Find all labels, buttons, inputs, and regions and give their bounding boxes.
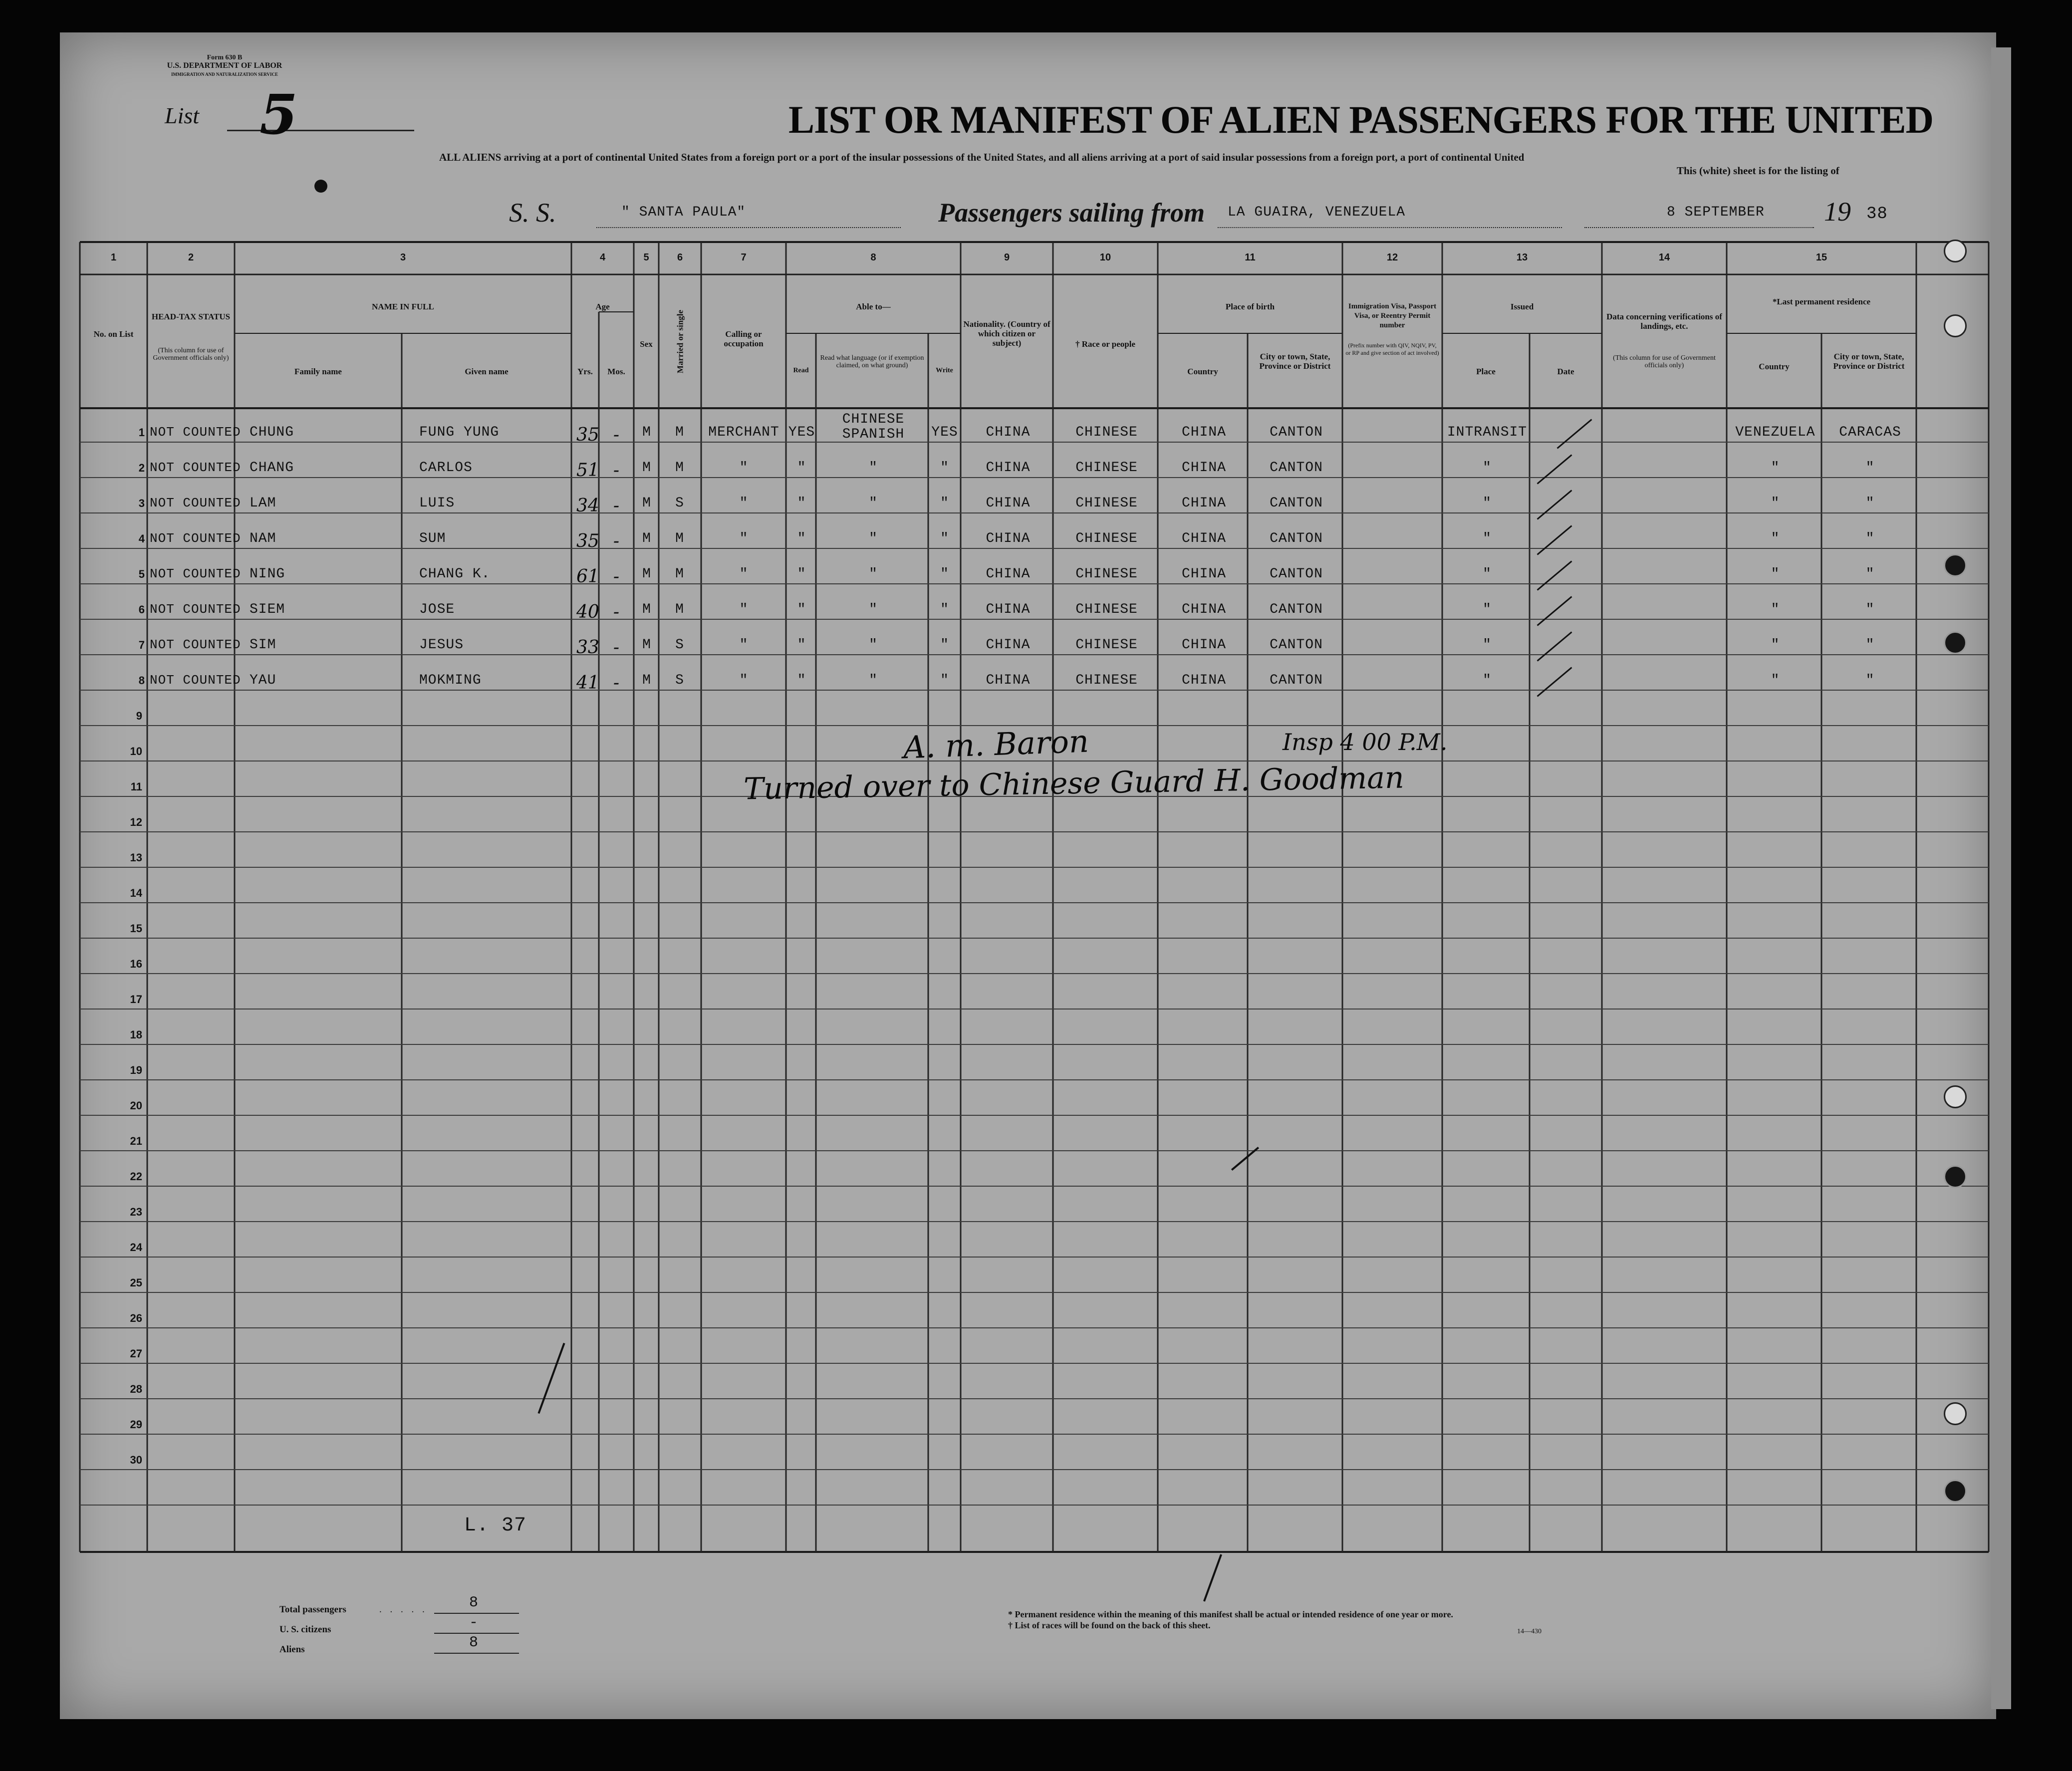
column-number-5: 5 <box>643 252 649 263</box>
cell-birth-city: CANTON <box>1270 425 1323 440</box>
cell-tax: NOT COUNTED <box>150 531 241 546</box>
cell-res-city: " <box>1865 602 1875 617</box>
cell-married: M <box>675 460 684 476</box>
cell-read: " <box>797 637 806 653</box>
cell-age: 41 <box>576 673 599 693</box>
header-data-note: (This column for use of Government officials only) <box>1613 354 1716 369</box>
cell-read: YES <box>788 425 815 440</box>
binder-hole <box>1944 554 1967 577</box>
header-family-name: Family name <box>294 367 342 376</box>
cell-write: " <box>940 531 949 546</box>
service: IMMIGRATION AND NATURALIZATION SERVICE <box>171 72 278 77</box>
column-number-15: 15 <box>1815 252 1827 263</box>
cell-married: M <box>675 425 684 440</box>
cell-sex: M <box>642 496 651 511</box>
manifest-title: LIST OR MANIFEST OF ALIEN PASSENGERS FOR THE UNITED <box>788 98 1933 141</box>
cell-given: LUIS <box>419 496 455 511</box>
cell-given: CHANG K. <box>419 566 491 582</box>
aliens-line <box>434 1653 519 1654</box>
binder-hole <box>1944 1165 1967 1188</box>
header-place-of-birth: Place of birth <box>1225 302 1275 311</box>
cell-given: JOSE <box>419 602 455 617</box>
cell-nationality: CHINA <box>986 637 1031 653</box>
total-passengers-value: 8 <box>469 1594 479 1611</box>
cell-write: " <box>940 566 949 582</box>
row-number: 18 <box>130 1028 142 1041</box>
cell-sex: M <box>642 673 651 688</box>
cell-married: S <box>675 496 684 511</box>
cell-age: 35 <box>576 531 599 551</box>
cell-occupation: " <box>739 602 749 617</box>
cell-occupation: " <box>739 496 749 511</box>
subtitle-line-1: ALL ALIENS arriving at a port of continental United States from a foreign port or a port of the insular possessions of the United States, and all aliens arriving at a port of said insular possessions from a foreign port, a port of continental United <box>439 151 1525 163</box>
cell-language: " <box>869 531 878 546</box>
cell-res-country: " <box>1771 531 1780 546</box>
cell-mos: - <box>613 496 620 516</box>
cell-birth-country: CHINA <box>1181 531 1226 546</box>
cell-race: CHINESE <box>1075 602 1138 617</box>
cell-occupation: " <box>739 566 749 582</box>
cell-mos: - <box>613 602 620 622</box>
row-number: 2 <box>138 462 145 474</box>
cell-nationality: CHINA <box>986 425 1031 440</box>
column-number-4: 4 <box>599 252 606 263</box>
cell-birth-country: CHINA <box>1181 637 1226 653</box>
binder-hole <box>1944 314 1967 337</box>
cell-tax: NOT COUNTED <box>150 602 241 617</box>
cell-read: " <box>797 602 806 617</box>
cell-read: " <box>797 566 806 582</box>
column-number-12: 12 <box>1386 252 1398 263</box>
cell-res-country: " <box>1771 460 1780 476</box>
footnote-residence: * Permanent residence within the meaning of this manifest shall be actual or intended residence of one year or more. <box>1008 1609 1453 1619</box>
row-number: 29 <box>130 1418 142 1431</box>
header-calling: Calling or occupation <box>724 329 764 348</box>
cell-race: CHINESE <box>1075 425 1138 440</box>
cell-res-city: " <box>1865 566 1875 582</box>
cell-res-country: " <box>1771 602 1780 617</box>
cell-age: 33 <box>576 637 599 658</box>
cell-sex: M <box>642 637 651 653</box>
header-res-country: Country <box>1759 362 1790 371</box>
header-birth-city: City or town, State, Province or District <box>1259 352 1331 371</box>
cell-race: CHINESE <box>1075 673 1138 688</box>
binder-hole <box>1944 1085 1967 1108</box>
binder-hole <box>1944 1402 1967 1425</box>
cell-birth-country: CHINA <box>1181 673 1226 688</box>
cell-age: 34 <box>576 496 599 516</box>
header-read: Read <box>793 367 809 374</box>
cell-family: SIEM <box>250 602 285 617</box>
cell-res-city: " <box>1865 531 1875 546</box>
cell-tax: NOT COUNTED <box>150 673 241 688</box>
cell-family: NAM <box>250 531 276 546</box>
cell-res-country: " <box>1771 496 1780 511</box>
cell-language: " <box>869 602 878 617</box>
row-number: 26 <box>130 1312 142 1324</box>
header-read-language: Read what language (or if exemption claimed, on what ground) <box>820 354 924 369</box>
cell-nationality: CHINA <box>986 602 1031 617</box>
cell-occupation: MERCHANT <box>708 425 779 440</box>
row-number: 10 <box>130 745 142 758</box>
cell-issued-place: " <box>1483 673 1492 688</box>
header-write: Write <box>936 367 953 374</box>
cell-tax: NOT COUNTED <box>150 566 241 581</box>
cell-issued-place: " <box>1483 496 1492 511</box>
cell-mos: - <box>613 637 620 658</box>
row-number: 4 <box>138 532 145 545</box>
cell-read: " <box>797 496 806 511</box>
row-number: 23 <box>130 1206 142 1218</box>
inspector-note: Insp 4 00 P.M. <box>1283 729 1448 756</box>
cell-age: 51 <box>576 460 599 481</box>
cell-read: " <box>797 673 806 688</box>
row-number: 8 <box>138 674 145 687</box>
row-number: 1 <box>138 426 145 439</box>
cell-race: CHINESE <box>1075 460 1138 476</box>
turned-over-note: Turned over to Chinese Guard H. Goodman <box>743 760 1405 807</box>
cell-tax: NOT COUNTED <box>150 425 241 440</box>
sailing-label: Passengers sailing from <box>938 198 1205 228</box>
cell-occupation: " <box>739 637 749 653</box>
row-number: 7 <box>138 639 145 651</box>
cell-sex: M <box>642 460 651 476</box>
cell-nationality: CHINA <box>986 496 1031 511</box>
cell-tax: NOT COUNTED <box>150 460 241 475</box>
header-married: Married or single <box>675 309 685 374</box>
header-given-name: Given name <box>465 367 509 376</box>
cell-res-country: " <box>1771 637 1780 653</box>
header-last-residence: *Last permanent residence <box>1772 297 1871 306</box>
cell-language: " <box>869 460 878 476</box>
cell-birth-city: CANTON <box>1270 531 1323 546</box>
row-number: 12 <box>130 816 142 828</box>
cell-res-city: " <box>1865 496 1875 511</box>
row-number: 19 <box>130 1064 142 1076</box>
cell-given: FUNG YUNG <box>419 425 500 440</box>
cell-given: MOKMING <box>419 673 482 688</box>
row-number: 25 <box>130 1276 142 1289</box>
row-number: 22 <box>130 1170 142 1183</box>
cell-occupation: " <box>739 531 749 546</box>
cell-given: CARLOS <box>419 460 473 476</box>
cell-birth-country: CHINA <box>1181 460 1226 476</box>
cell-occupation: " <box>739 460 749 476</box>
header-mos: Mos. <box>607 367 625 376</box>
cell-married: M <box>675 566 684 582</box>
cell-language: " <box>869 566 878 582</box>
cell-race: CHINESE <box>1075 531 1138 546</box>
cell-birth-city: CANTON <box>1270 496 1323 511</box>
total-dots: . . . . . <box>379 1604 428 1615</box>
header-nationality: Nationality. (Country of which citizen or subject) <box>963 319 1050 348</box>
row-number: 14 <box>130 887 142 899</box>
header-res-city: City or town, State, Province or District <box>1833 352 1905 371</box>
cell-occupation: " <box>739 673 749 688</box>
cell-nationality: CHINA <box>986 566 1031 582</box>
column-number-8: 8 <box>870 252 876 263</box>
column-number-6: 6 <box>677 252 683 263</box>
cell-age: 35 <box>576 425 599 445</box>
cell-mos: - <box>613 531 620 551</box>
us-citizens-label: U. S. citizens <box>279 1624 331 1635</box>
cell-res-city: " <box>1865 637 1875 653</box>
cell-birth-country: CHINA <box>1181 602 1226 617</box>
departure-date: 8 SEPTEMBER <box>1667 205 1765 220</box>
column-number-13: 13 <box>1516 252 1528 263</box>
cell-family: NING <box>250 566 285 582</box>
cell-mos: - <box>613 673 620 693</box>
column-number-1: 1 <box>110 252 117 263</box>
row-number: 6 <box>138 603 145 616</box>
cell-language: CHINESE SPANISH <box>842 412 905 442</box>
cell-tax: NOT COUNTED <box>150 637 241 652</box>
inspector-signature: A. m. Baron <box>902 723 1089 766</box>
column-number-10: 10 <box>1099 252 1111 263</box>
cell-issued-place: " <box>1483 602 1492 617</box>
citizens-line <box>434 1633 519 1634</box>
cell-race: CHINESE <box>1075 496 1138 511</box>
header-issued: Issued <box>1510 302 1534 311</box>
cell-write: YES <box>931 425 958 440</box>
cell-language: " <box>869 637 878 653</box>
binder-hole <box>1944 631 1967 654</box>
row-number: 30 <box>130 1454 142 1466</box>
form-code: 14—430 <box>1517 1628 1542 1635</box>
cell-race: CHINESE <box>1075 637 1138 653</box>
cell-family: CHUNG <box>250 425 294 440</box>
cell-mos: - <box>613 425 620 445</box>
header-issued-date: Date <box>1557 367 1574 376</box>
cell-age: 61 <box>576 566 599 587</box>
cell-married: M <box>675 531 684 546</box>
cell-family: YAU <box>250 673 276 688</box>
header-visa-note: (Prefix number with QIV, NQIV, PV, or RP and give section of act involved) <box>1345 342 1439 356</box>
cell-issued-place: " <box>1483 531 1492 546</box>
ss-label: S. S. <box>509 198 556 228</box>
header-data-concerning: Data concerning verifications of landings, etc. <box>1606 312 1722 331</box>
row-number: 21 <box>130 1135 142 1147</box>
cell-nationality: CHINA <box>986 460 1031 476</box>
binder-hole <box>1944 1480 1967 1503</box>
cell-sex: M <box>642 425 651 440</box>
cell-married: M <box>675 602 684 617</box>
cell-family: LAM <box>250 496 276 511</box>
header-issued-place: Place <box>1476 367 1496 376</box>
header-no-on-list: No. on List <box>93 329 134 339</box>
header-race: † Race or people <box>1075 339 1136 349</box>
aliens-label: Aliens <box>279 1644 305 1655</box>
cell-mos: - <box>613 566 620 587</box>
row-number: 15 <box>130 922 142 935</box>
column-number-11: 11 <box>1245 252 1256 263</box>
column-number-3: 3 <box>400 252 406 263</box>
cell-issued-place: " <box>1483 566 1492 582</box>
cell-birth-city: CANTON <box>1270 460 1323 476</box>
department: U.S. DEPARTMENT OF LABOR <box>167 61 282 70</box>
cell-race: CHINESE <box>1075 566 1138 582</box>
header-birth-country: Country <box>1187 367 1218 376</box>
form-number: Form 630 B <box>207 54 243 61</box>
cell-birth-country: CHINA <box>1181 425 1226 440</box>
column-number-9: 9 <box>1004 252 1010 263</box>
header-sex: Sex <box>640 339 653 349</box>
column-number-2: 2 <box>188 252 194 263</box>
cell-family: SIM <box>250 637 276 653</box>
binder-hole <box>1944 240 1967 262</box>
year-suffix: 38 <box>1866 205 1888 224</box>
row-number: 17 <box>130 993 142 1006</box>
cell-given: JESUS <box>419 637 464 653</box>
ship-name: " SANTA PAULA" <box>621 205 746 220</box>
aliens-value: 8 <box>469 1634 479 1651</box>
subtitle-line-2: This (white) sheet is for the listing of <box>1677 165 1839 177</box>
total-line <box>434 1613 519 1614</box>
row-number: 3 <box>138 497 145 509</box>
header-head-tax-note: (This column for use of Government officials only) <box>153 347 229 362</box>
cell-birth-city: CANTON <box>1270 637 1323 653</box>
cell-birth-city: CANTON <box>1270 602 1323 617</box>
total-passengers-label: Total passengers <box>279 1604 346 1615</box>
cell-write: " <box>940 602 949 617</box>
row-number: 20 <box>130 1099 142 1112</box>
cell-write: " <box>940 673 949 688</box>
cell-res-country: " <box>1771 566 1780 582</box>
cell-age: 40 <box>576 602 599 622</box>
cell-mos: - <box>613 460 620 481</box>
row-number: 9 <box>136 710 142 722</box>
row-number: 13 <box>130 851 142 864</box>
header-head-tax: HEAD-TAX STATUS <box>151 312 231 321</box>
row-number: 11 <box>130 780 142 793</box>
cell-write: " <box>940 460 949 476</box>
year-prefix: 19 <box>1824 197 1851 227</box>
cell-tax: NOT COUNTED <box>150 496 241 510</box>
row-number: 16 <box>130 958 142 970</box>
header-able-to: Able to— <box>856 302 891 311</box>
cell-sex: M <box>642 531 651 546</box>
header-name-in-full: NAME IN FULL <box>372 302 434 311</box>
cell-family: CHANG <box>250 460 294 476</box>
row-number: 24 <box>130 1241 142 1254</box>
cell-issued-place: " <box>1483 637 1492 653</box>
list-number: 5 <box>259 82 298 147</box>
header-yrs: Yrs. <box>577 367 593 376</box>
cell-given: SUM <box>419 531 446 546</box>
cell-write: " <box>940 496 949 511</box>
cell-res-country: VENEZUELA <box>1735 425 1815 440</box>
cell-sex: M <box>642 602 651 617</box>
cell-nationality: CHINA <box>986 673 1031 688</box>
cell-res-city: " <box>1865 673 1875 688</box>
header-visa: Immigration Visa, Passport Visa, or Reentry Permit number <box>1348 302 1437 329</box>
cell-birth-country: CHINA <box>1181 496 1226 511</box>
cell-sex: M <box>642 566 651 582</box>
cell-birth-country: CHINA <box>1181 566 1226 582</box>
list-label: List <box>165 103 200 128</box>
cell-birth-city: CANTON <box>1270 566 1323 582</box>
cell-write: " <box>940 637 949 653</box>
cell-language: " <box>869 673 878 688</box>
departure-port: LA GUAIRA, VENEZUELA <box>1228 205 1406 220</box>
cell-nationality: CHINA <box>986 531 1031 546</box>
cell-res-city: " <box>1865 460 1875 476</box>
row-number: 27 <box>130 1347 142 1360</box>
stamp-note: L. 37 <box>464 1515 527 1537</box>
column-number-7: 7 <box>741 252 747 263</box>
us-citizens-value: - <box>469 1614 479 1631</box>
cell-read: " <box>797 460 806 476</box>
column-number-14: 14 <box>1658 252 1670 263</box>
cell-read: " <box>797 531 806 546</box>
footnote-races: † List of races will be found on the back of this sheet. <box>1008 1620 1211 1630</box>
row-number: 28 <box>130 1383 142 1395</box>
cell-res-city: CARACAS <box>1839 425 1901 440</box>
cell-married: S <box>675 637 684 653</box>
cell-issued-place: " <box>1483 460 1492 476</box>
cell-birth-city: CANTON <box>1270 673 1323 688</box>
cell-language: " <box>869 496 878 511</box>
cell-res-country: " <box>1771 673 1780 688</box>
row-number: 5 <box>138 568 145 580</box>
cell-married: S <box>675 673 684 688</box>
cell-issued-place: INTRANSIT <box>1447 425 1528 440</box>
header-age: Age <box>595 302 610 311</box>
